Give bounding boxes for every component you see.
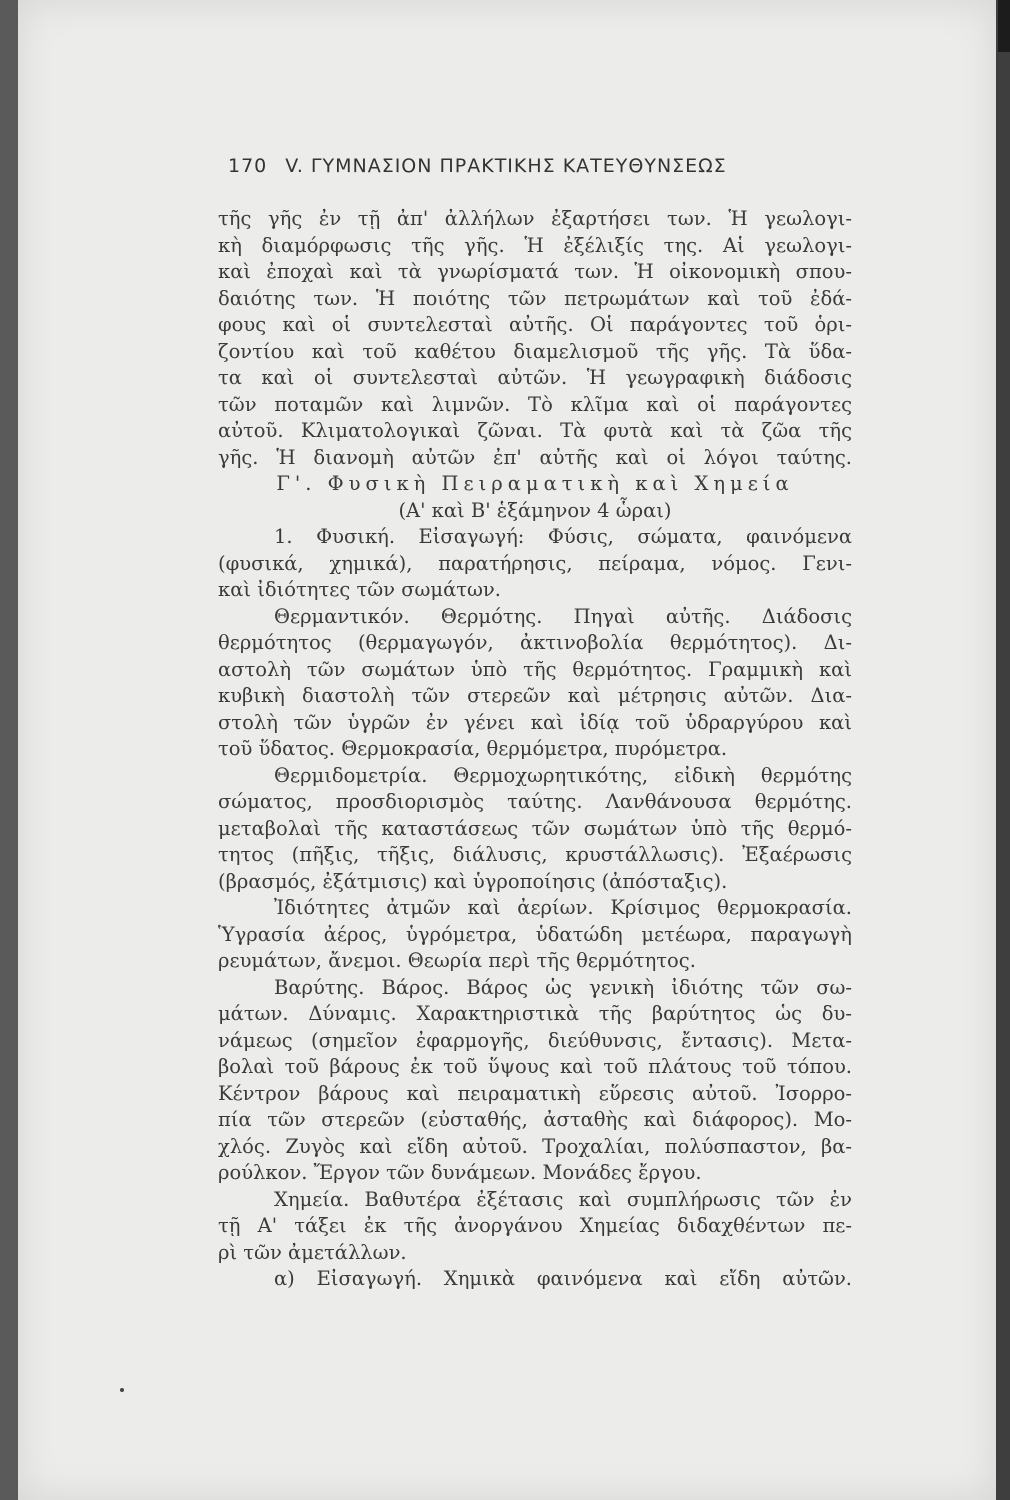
text-line: Θερμιδομετρία. Θερμοχωρητικότης, εἰδικὴ θερμότης (274, 763, 852, 787)
text-line: καὶ ἐποχαὶ καὶ τὰ γνωρίσματά των. Ἡ οἰκονομικὴ σπου- (218, 260, 852, 283)
running-title: V. ΓΥΜΝΑΣΙΟΝ ΠΡΑΚΤΙΚΗΣ ΚΑΤΕΥΘΥΝΣΕΩΣ (285, 155, 727, 177)
text-line: τῆς γῆς ἐν τῇ ἀπ' ἀλλήλων ἐξαρτήσει των. Ἡ γεωλογι- (218, 207, 852, 230)
text-line: καὶ ἰδιότητες τῶν σωμάτων. (218, 578, 501, 601)
text-line: μάτων. Δύναμις. Χαρακτηριστικὰ τῆς βαρύτητος ὡς δυ- (218, 1002, 852, 1025)
text-line: ζοντίου καὶ τοῦ καθέτου διαμελισμοῦ τῆς γῆς. Τὰ ὕδα- (218, 339, 852, 363)
text-line: κυβικὴ διαστολὴ τῶν στερεῶν καὶ μέτρησις αὐτῶν. Δια- (218, 684, 852, 707)
text-line: μεταβολαὶ τῆς καταστάσεως τῶν σωμάτων ὑπὸ τῆς θερμό- (218, 816, 852, 840)
text-line: Κέντρον βάρους καὶ πειραματικὴ εὕρεσις αὐτοῦ. Ἰσορρο- (218, 1081, 852, 1105)
text-line: πία τῶν στερεῶν (εὐσταθής, ἀσταθὴς καὶ διάφορος). Μο- (218, 1108, 852, 1131)
section-heading: Γ'. Φυσικὴ Πειραματικὴ καὶ Χημεία (276, 472, 794, 495)
text-line: φους καὶ οἱ συντελεσταὶ αὐτῆς. Οἱ παράγοντες τοῦ ὁρι- (218, 313, 852, 336)
text-line: Βαρύτης. Βάρος. Βάρος ὡς γενικὴ ἰδιότης τῶν σω- (274, 975, 852, 999)
ink-speck (120, 1388, 124, 1392)
text-line: Χημεία. Βαθυτέρα ἐξέτασις καὶ συμπλήρωσις τῶν ἐν (274, 1187, 852, 1211)
text-line: στολὴ τῶν ὑγρῶν ἐν γένει καὶ ἰδίᾳ τοῦ ὑδραργύρου καὶ (218, 710, 852, 734)
text-line: τα καὶ οἱ συντελεσταὶ αὐτῶν. Ἡ γεωγραφικὴ διάδοσις (218, 366, 852, 389)
section-subheading: (Α' καὶ Β' ἑξάμηνον 4 ὧραι) (398, 498, 672, 522)
text-line: κὴ διαμόρφωσις τῆς γῆς. Ἡ ἐξέλιξίς της. Αἱ γεωλογι- (218, 233, 852, 257)
text-line: τοῦ ὕδατος. Θερμοκρασία, θερμόμετρα, πυρόμετρα. (218, 737, 728, 760)
text-line: γῆς. Ἡ διανομὴ αὐτῶν ἐπ' αὐτῆς καὶ οἱ λόγοι ταύτης. (218, 445, 852, 469)
text-line: (φυσικά, χημικά), παρατήρησις, πείραμα, νόμος. Γενι- (218, 551, 852, 575)
text-line: Ὑγρασία ἀέρος, ὑγρόμετρα, ὑδατώδη μετέωρα, παραγωγὴ (218, 922, 852, 946)
text-line: τητος (πῆξις, τῆξις, διάλυσις, κρυστάλλωσις). Ἐξαέρωσις (218, 843, 852, 866)
text-line: δαιότης των. Ἡ ποιότης τῶν πετρωμάτων καὶ τοῦ ἐδά- (218, 286, 852, 310)
text-line: σώματος, προσδιορισμὸς ταύτης. Λανθάνουσα θερμότης. (218, 790, 852, 813)
text-line: ρούλκον. Ἔργον τῶν δυνάμεων. Μονάδες ἔργου. (218, 1161, 702, 1184)
text-line: α) Εἰσαγωγή. Χημικὰ φαινόμενα καὶ εἴδη αὐτῶν. (274, 1267, 852, 1290)
text-line: Θερμαντικόν. Θερμότης. Πηγαὶ αὐτῆς. Διάδοσις (274, 604, 852, 628)
text-line: 1. Φυσική. Εἰσαγωγή: Φύσις, σώματα, φαινόμενα (274, 525, 852, 548)
scanner-left-edge (0, 0, 18, 1500)
body-text (218, 206, 852, 1293)
scanner-right-edge (996, 0, 1010, 1500)
text-line: ρὶ τῶν ἀμετάλλων. (218, 1240, 407, 1264)
text-line: βολαὶ τοῦ βάρους ἐκ τοῦ ὕψους καὶ τοῦ πλάτους τοῦ τόπου. (218, 1055, 852, 1078)
text-line: τῇ Α' τάξει ἐκ τῆς ἀνοργάνου Χημείας διδαχθέντων πε- (218, 1214, 852, 1237)
text-line: νάμεως (σημεῖον ἐφαρμογῆς, διεύθυνσις, ἔντασις). Μετα- (218, 1028, 852, 1052)
text-line: Ἰδιότητες ἀτμῶν καὶ ἀερίων. Κρίσιμος θερμοκρασία. (274, 896, 852, 919)
page-number: 170 (228, 155, 268, 177)
scanner-corner-mark (998, 0, 1010, 52)
running-header (228, 155, 828, 177)
text-line: τῶν ποταμῶν καὶ λιμνῶν. Τὸ κλῖμα καὶ οἱ παράγοντες (218, 392, 852, 416)
text-line: αστολὴ τῶν σωμάτων ὑπὸ τῆς θερμότητος. Γραμμικὴ καὶ (218, 657, 852, 681)
text-line: αὐτοῦ. Κλιματολογικαὶ ζῶναι. Τὰ φυτὰ καὶ τὰ ζῶα τῆς (218, 419, 852, 442)
text-line: χλός. Ζυγὸς καὶ εἴδη αὐτοῦ. Τροχαλίαι, πολύσπαστον, βα- (218, 1134, 852, 1158)
text-line: (βρασμός, ἐξάτμισις) καὶ ὑγροποίησις (ἀπόσταξις). (218, 869, 728, 893)
text-line: ρευμάτων, ἄνεμοι. Θεωρία περὶ τῆς θερμότητος. (218, 949, 696, 972)
text-line: θερμότητος (θερμαγωγόν, ἀκτινοβολία θερμότητος). Δι- (218, 631, 852, 654)
